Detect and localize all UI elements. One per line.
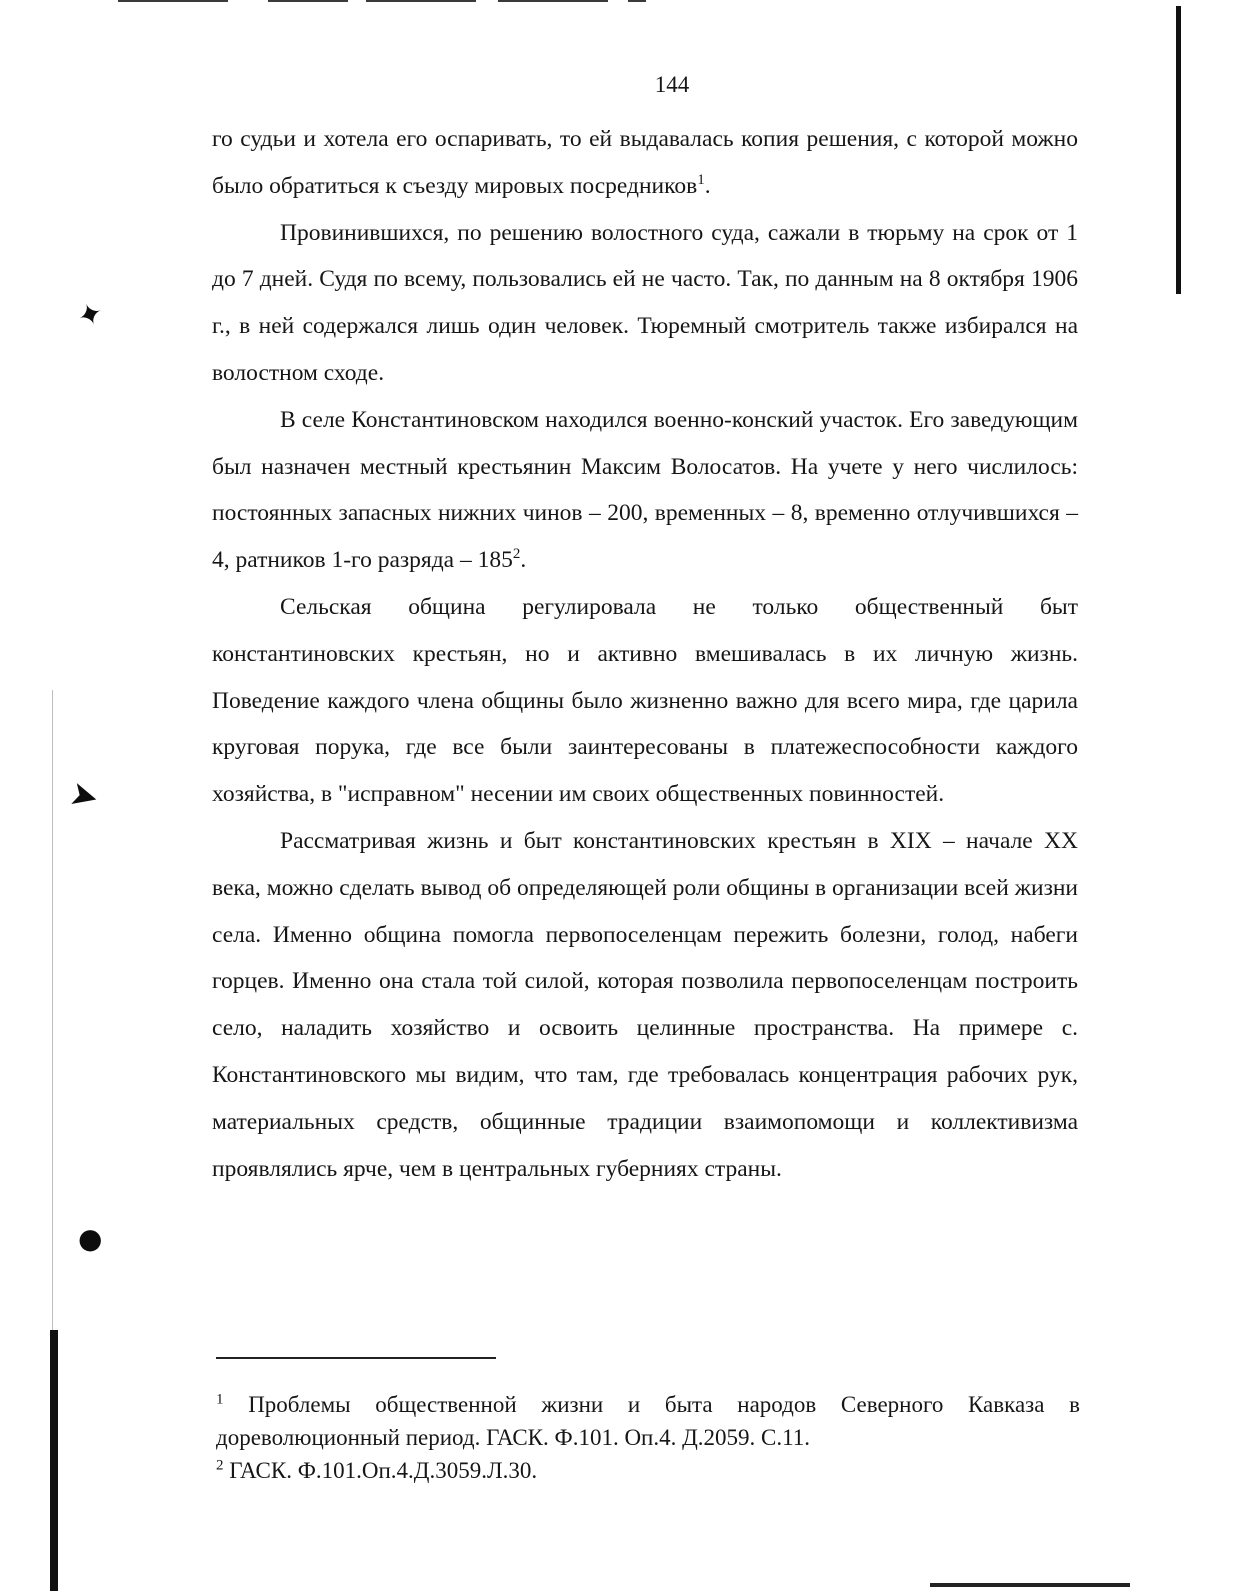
footnote-reference[interactable]: 1 xyxy=(697,171,705,188)
scan-artifact-left-bar xyxy=(50,1330,58,1591)
paragraph-punctuation: . xyxy=(704,172,711,199)
paragraph xyxy=(212,584,1078,818)
paragraph xyxy=(212,116,1078,210)
body-text xyxy=(212,116,1078,1192)
footnote-mark: 2 xyxy=(216,1457,224,1474)
footnote-mark: 1 xyxy=(216,1391,224,1408)
footnote xyxy=(216,1454,1080,1487)
ink-blot-mark: ● xyxy=(78,1222,103,1255)
paragraph xyxy=(212,210,1078,397)
paragraph-punctuation: . xyxy=(520,547,527,574)
footnote-reference[interactable]: 2 xyxy=(512,546,521,563)
paragraph xyxy=(212,397,1078,584)
paragraph xyxy=(212,818,1078,1192)
paragraph-text: Провинившихся, по решению волостного суда, сажали в тюрьму на срок от 1 до 7 дней. Судя по всему, пользовались ей не часто. Так, по данным на 8 октября 1906 г., в ней содержался лишь один человек. Тюремный смотритель также избирался на волостном сходе. xyxy=(212,219,1078,386)
paragraph-text: В селе Константиновском находился военно-конский участок. Его заведующим был назначен местный крестьянин Максим Волосатов. На учете у него числилось: постоянных запасных нижних чинов – 200, временных – 8, временно отлучившихся – 4, ратников 1-го разряда – 185 xyxy=(212,406,1078,574)
footnotes xyxy=(216,1388,1080,1487)
paragraph-text: го судьи и хотела его оспаривать, то ей выдавалась копия решения, с которой можно было обратиться к съезду мировых посредников xyxy=(212,126,1078,199)
paragraph-text: Рассматривая жизнь и быт константиновских крестьян в XIX – начале XX века, можно сделать вывод об определяющей роли общины в организации всей жизни села. Именно община помогла первопоселенцам пережить болезни, голод, набеги горцев. Именно она стала той силой, которая позволила первопоселенцам построить село, наладить хозяйство и освоить целинные пространства. На примере с. Константиновского мы видим, что там, где требовалась концентрация рабочих рук, материальных средств, общинные традиции взаимопомощи и коллективизма проявлялись ярче, чем в центральных губерниях страны. xyxy=(212,827,1078,1182)
scan-artifact-left-line xyxy=(52,690,53,1330)
ink-blot-mark: ✦ xyxy=(72,294,109,337)
footnote-separator xyxy=(216,1357,496,1359)
scan-artifact-right-bar xyxy=(1176,6,1181,294)
scan-artifact-bottom-stroke xyxy=(930,1583,1130,1587)
ink-blot-mark: ➤ xyxy=(65,772,104,820)
footnote xyxy=(216,1388,1080,1454)
footnote-text: Проблемы общественной жизни и быта народов Северного Кавказа в дореволюционный период. ГАСК. Ф.101. Оп.4. Д.2059. С.11. xyxy=(216,1392,1080,1450)
footnote-text: ГАСК. Ф.101.Оп.4.Д.3059.Л.30. xyxy=(223,1458,538,1483)
scan-artifact-top-strokes xyxy=(118,0,658,4)
paragraph-text: Сельская община регулировала не только общественный быт константиновских крестьян, но и активно вмешивалась в их личную жизнь. Поведение каждого члена общины было жизненно важно для всего мира, где царила круговая порука, где все были заинтересованы в платежеспособности каждого хозяйства, в "исправном" несении им своих общественных повинностей. xyxy=(212,593,1078,808)
page-number: 144 xyxy=(654,72,690,97)
